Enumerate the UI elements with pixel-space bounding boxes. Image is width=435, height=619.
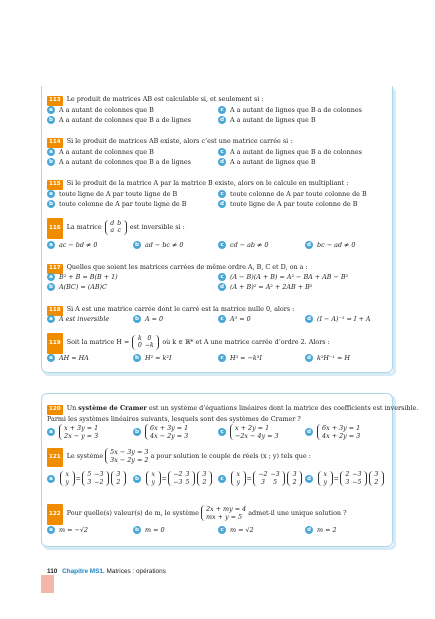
- question-122: 122 Pour quelle(s) valeur(s) de m, le système 2x + my = 4 mx + y = 5 admet-il une unique solution ?: [47, 503, 387, 525]
- exercise-114: [47, 137, 387, 166]
- question-114: 114 Si le produit de matrices AB existe, alors c’est une matrice carrée si :: [47, 137, 387, 148]
- question-118: 118 Si A est une matrice carrée dont le carré est la matrice nulle 0, alors :: [47, 305, 387, 316]
- exercise-number: 122: [47, 504, 63, 525]
- option-d[interactable]: d m = 2: [306, 526, 337, 534]
- matrix-h: k 0 0 −k: [132, 335, 159, 350]
- option-c[interactable]: c x y = −2 −3 3 5 3 2: [218, 471, 303, 486]
- question-113: 113 Le produit de matrices AB est calculable si, et seulement si :: [47, 95, 387, 106]
- question-120: 120 Un système de Cramer est un système d’équations linéaires dont la matrice des coefficients est inversible.: [47, 404, 387, 415]
- option-d[interactable]: d k²H⁻¹ = H: [306, 354, 350, 362]
- option-d[interactable]: d 6x + 3y = 1 4x + 2y = 3: [306, 424, 361, 440]
- option-b[interactable]: b A = 0: [134, 315, 164, 323]
- option-d[interactable]: d x y = 2 −3 3 −5 3 2: [305, 471, 385, 486]
- chapter-title: Matrices : opérations: [106, 568, 166, 575]
- question-119: 119 Soit la matrice H = k 0 0 −k où k ∈ ℝ* et A une matrice carrée d’ordre 2. Alors :: [47, 332, 387, 354]
- option-c[interactable]: c x + 2y = 1 −2x − 4y = 3: [218, 424, 279, 440]
- exercise-122: [47, 503, 387, 534]
- exercise-number: 113: [47, 96, 63, 106]
- option-d[interactable]: d toute ligne de A par toute colonne de B: [219, 200, 358, 208]
- option-c[interactable]: c cd − ab ≠ 0: [218, 241, 268, 250]
- exercise-number: 118: [47, 306, 63, 316]
- option-a[interactable]: a AH = HA: [47, 354, 89, 363]
- option-b[interactable]: b 6x + 3y = 1 4x − 2y = 3: [134, 424, 189, 440]
- exercise-119: [47, 332, 387, 362]
- exercise-number: 115: [47, 180, 63, 190]
- option-a[interactable]: a m = −√2: [47, 526, 88, 535]
- option-d[interactable]: d A a autant de lignes que B: [219, 116, 316, 124]
- option-a[interactable]: a A a autant de colonnes que B: [47, 148, 154, 157]
- option-c[interactable]: c m = √2: [218, 526, 254, 535]
- option-b[interactable]: b ad − bc ≠ 0: [134, 241, 184, 249]
- option-b[interactable]: b m = 0: [134, 526, 165, 534]
- option-a[interactable]: a B² + B = B(B + 1): [47, 273, 118, 282]
- exercise-number: 121: [47, 448, 63, 467]
- option-a[interactable]: a x + 3y = 1 2x − y = 3: [47, 424, 98, 440]
- exercise-116: [47, 217, 387, 249]
- option-a[interactable]: a A est inversible: [47, 315, 109, 324]
- option-c[interactable]: c A a autant de lignes que B a de colonnes: [218, 106, 362, 115]
- exercise-number: 117: [47, 264, 63, 274]
- exercise-number: 116: [47, 218, 63, 239]
- question-121: 121 Le système 5x − 3y = 3 3x − 2y = 2 a pour solution le couple de réels (x ; y) tels que :: [47, 447, 387, 467]
- option-d[interactable]: d A a autant de lignes que B: [219, 158, 316, 166]
- exercise-113: [47, 95, 387, 124]
- option-b[interactable]: b toute colonne de A par toute ligne de B: [48, 200, 187, 208]
- option-c[interactable]: c A a autant de lignes que B a de colonnes: [218, 148, 362, 157]
- question-120-line2: Parmi les systèmes linéaires suivants, lesquels sont des systèmes de Cramer ?: [47, 414, 301, 423]
- exercise-number: 114: [47, 138, 63, 148]
- option-d[interactable]: d (A + B)² = A² + 2AB + B²: [219, 283, 313, 291]
- option-a[interactable]: a ac − bd ≠ 0: [47, 241, 97, 250]
- option-c[interactable]: c (A − B)(A + B) = A² − BA + AB − B²: [218, 273, 348, 282]
- chapter-label: Chapitre MS1.: [62, 568, 105, 575]
- option-a[interactable]: a A a autant de colonnes que B: [47, 106, 154, 115]
- exercise-number: 120: [47, 405, 63, 415]
- exercise-120: [47, 404, 419, 440]
- option-d[interactable]: d (I − A)⁻¹ = I + A: [306, 315, 371, 323]
- option-d[interactable]: d bc − ad ≠ 0: [306, 241, 356, 249]
- exercise-117: [47, 263, 387, 291]
- page-footer: [47, 568, 166, 575]
- option-c[interactable]: c A³ = 0: [218, 315, 251, 324]
- option-c[interactable]: c toute colonne de A par toute colonne de B: [218, 190, 367, 199]
- exercise-115: [47, 179, 387, 208]
- question-115: 115 Si le produit de la matrice A par la matrice B existe, alors on le calcule en multipliant :: [47, 179, 387, 190]
- option-a[interactable]: a x y = 5 −3 3 −2 3 2: [47, 471, 127, 486]
- option-b[interactable]: b H² = k²I: [134, 354, 172, 362]
- exercise-121: [47, 447, 387, 486]
- option-a[interactable]: a toute ligne de A par toute ligne de B: [47, 190, 177, 199]
- exercise-number: 119: [47, 333, 63, 354]
- question-116: 116 La matrice d b a c est inversible si :: [47, 217, 387, 239]
- option-b[interactable]: b A a autant de colonnes que B a de lignes: [48, 158, 191, 166]
- question-117: 117 Quelles que soient les matrices carrées de même ordre A, B, C et D, on a :: [47, 263, 387, 274]
- option-c[interactable]: c H³ = −k³I: [218, 354, 262, 363]
- exercise-118: [47, 305, 387, 323]
- page-number: 110: [47, 568, 58, 575]
- option-b[interactable]: b A a autant de colonnes que B a de lignes: [48, 116, 191, 124]
- page-edge-tab: [41, 575, 54, 593]
- option-b[interactable]: b x y = −2 3 −3 5 3 2: [133, 471, 213, 486]
- option-b[interactable]: b A(BC) = (AB)C: [48, 283, 107, 291]
- matrix: d b a c: [105, 220, 127, 235]
